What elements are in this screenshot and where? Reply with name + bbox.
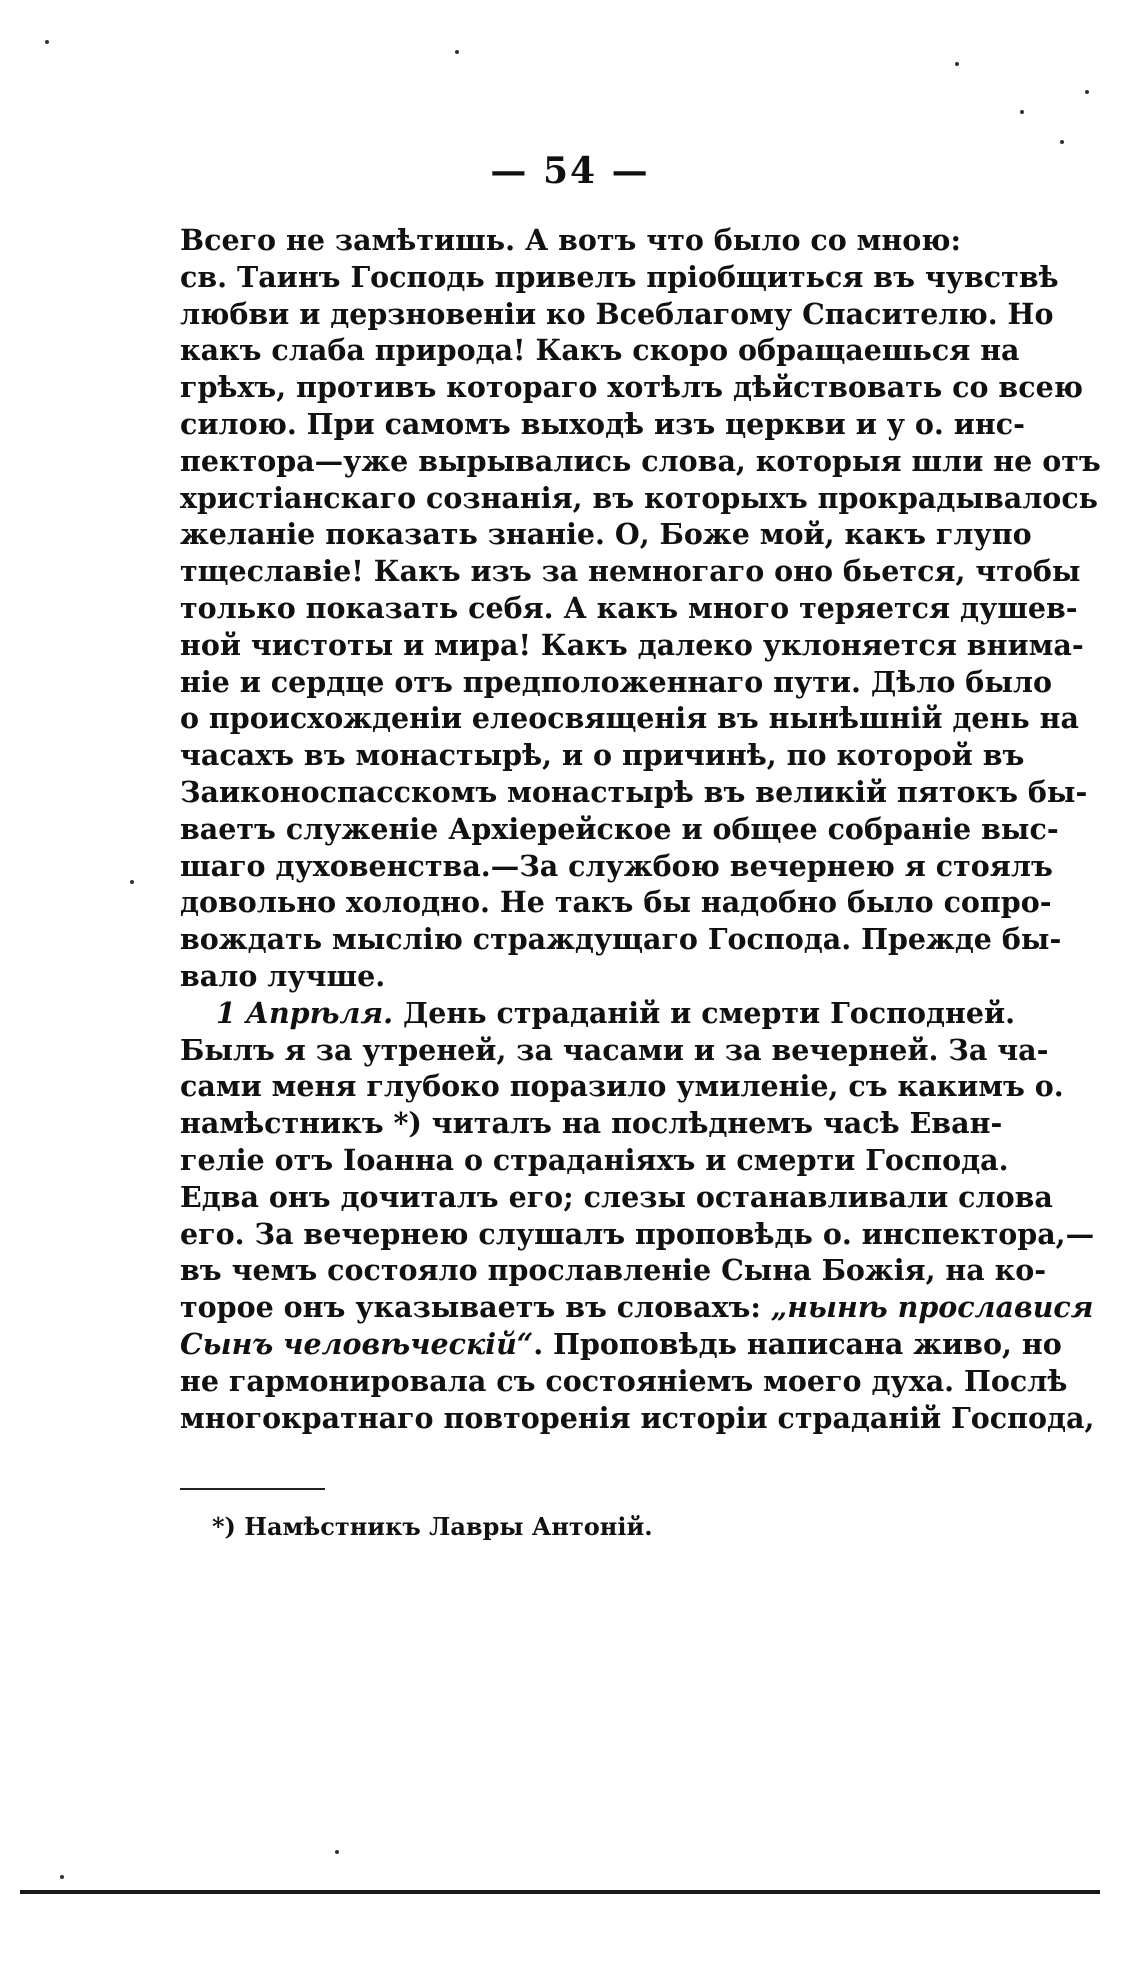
- print-speck: [955, 62, 959, 66]
- text-line: пектора—уже вырывались слова, которыя шли не отъ: [180, 443, 1101, 478]
- text-line: христіанскаго сознанія, въ которыхъ прокрадывалось: [180, 480, 1099, 515]
- after-quote-text: . Проповѣдь написана живо, но: [533, 1326, 1062, 1361]
- footnote-separator: [180, 1488, 325, 1490]
- print-speck: [1085, 90, 1089, 94]
- text-line: геліе отъ Іоанна о страданіяхъ и смерти Господа.: [180, 1142, 1009, 1177]
- text-line: тщеславіе! Какъ изъ за немногаго оно бьется, чтобы: [180, 554, 1081, 589]
- scripture-quote-part2: Сынъ человѣческій“: [180, 1326, 534, 1361]
- print-speck: [455, 50, 459, 54]
- text-line: Былъ я за утреней, за часами и за вечерней. За ча-: [180, 1032, 1049, 1067]
- text-line: Всего не замѣтишь. А вотъ что было со мною:: [180, 223, 962, 257]
- text-line: не гармонировала съ состояніемъ моего духа. Послѣ: [180, 1363, 1068, 1398]
- text-line: ваетъ служеніе Архіерейское и общее собраніе выс-: [180, 811, 1059, 846]
- entry-first-line-text: День страданій и смерти Господней.: [402, 995, 1016, 1030]
- text-line: сами меня глубоко поразило умиленіе, съ какимъ о.: [180, 1069, 1064, 1104]
- text-line: Заиконоспасскомъ монастырѣ въ великій пятокъ бы-: [180, 774, 1088, 809]
- print-speck: [1060, 140, 1064, 144]
- print-speck: [45, 40, 49, 44]
- print-speck: [130, 880, 134, 884]
- page-body-text: [180, 222, 1101, 1436]
- text-line: многократнаго повторенія исторіи страданій Господа,: [180, 1400, 1095, 1435]
- print-speck: [60, 1875, 64, 1879]
- text-line: часахъ въ монастырѣ, и о причинѣ, по которой въ: [180, 738, 1025, 773]
- text-line: ной чистоты и мира! Какъ далеко уклоняется внима-: [180, 627, 1084, 662]
- text-line: довольно холодно. Не такъ бы надобно было сопро-: [180, 885, 1052, 920]
- text-line: Едва онъ дочиталъ его; слезы останавливали слова: [180, 1179, 1053, 1214]
- text-line: только показать себя. А какъ много теряется душев-: [180, 590, 1078, 625]
- text-line-with-quote: [180, 1326, 1062, 1363]
- text-line: какъ слаба природа! Какъ скоро обращаешься на: [180, 333, 1020, 368]
- text-line: вало лучше.: [180, 958, 386, 993]
- print-speck: [1020, 110, 1024, 114]
- text-line: любви и дерзновеніи ко Всеблагому Спасителю. Но: [180, 296, 1054, 331]
- text-line: шаго духовенства.—За службою вечернею я стоялъ: [180, 848, 1053, 883]
- text-line: намѣстникъ *) читалъ на послѣднемъ часѣ Еван-: [180, 1106, 1003, 1141]
- diary-entry-heading-line: [180, 995, 1016, 1032]
- entry-date: 1 Апрѣля.: [216, 995, 393, 1030]
- text-line: его. За вечернею слушалъ проповѣдь о. инспектора,—: [180, 1216, 1095, 1251]
- page-number: — 54 —: [490, 150, 650, 192]
- text-line: грѣхъ, противъ котораго хотѣлъ дѣйствовать со всею: [180, 370, 1083, 405]
- text-line: о происхожденіи елеосвященія въ нынѣшній день на: [180, 701, 1079, 736]
- text-line: желаніе показать знаніе. О, Боже мой, какъ глупо: [180, 517, 1032, 552]
- text-line: ніе и сердце отъ предположеннаго пути. Дѣло было: [180, 664, 1052, 699]
- quote-lead-text: торое онъ указываетъ въ словахъ:: [180, 1290, 761, 1325]
- page-bottom-edge: [20, 1890, 1100, 1894]
- text-line: св. Таинъ Господь привелъ пріобщиться въ чувствѣ: [180, 259, 1059, 294]
- text-line: вождать мыслію страждущаго Господа. Прежде бы-: [180, 922, 1062, 957]
- text-line: силою. При самомъ выходѣ изъ церкви и у о. инс-: [180, 406, 1025, 441]
- footnote: *) Намѣстникъ Лавры Антоній.: [212, 1512, 653, 1541]
- text-line-with-quote: [180, 1289, 1094, 1326]
- print-speck: [335, 1850, 339, 1854]
- scripture-quote-part1: „нынѣ прославися: [770, 1290, 1094, 1325]
- text-line: въ чемъ состояло прославленіе Сына Божія, на ко-: [180, 1253, 1047, 1288]
